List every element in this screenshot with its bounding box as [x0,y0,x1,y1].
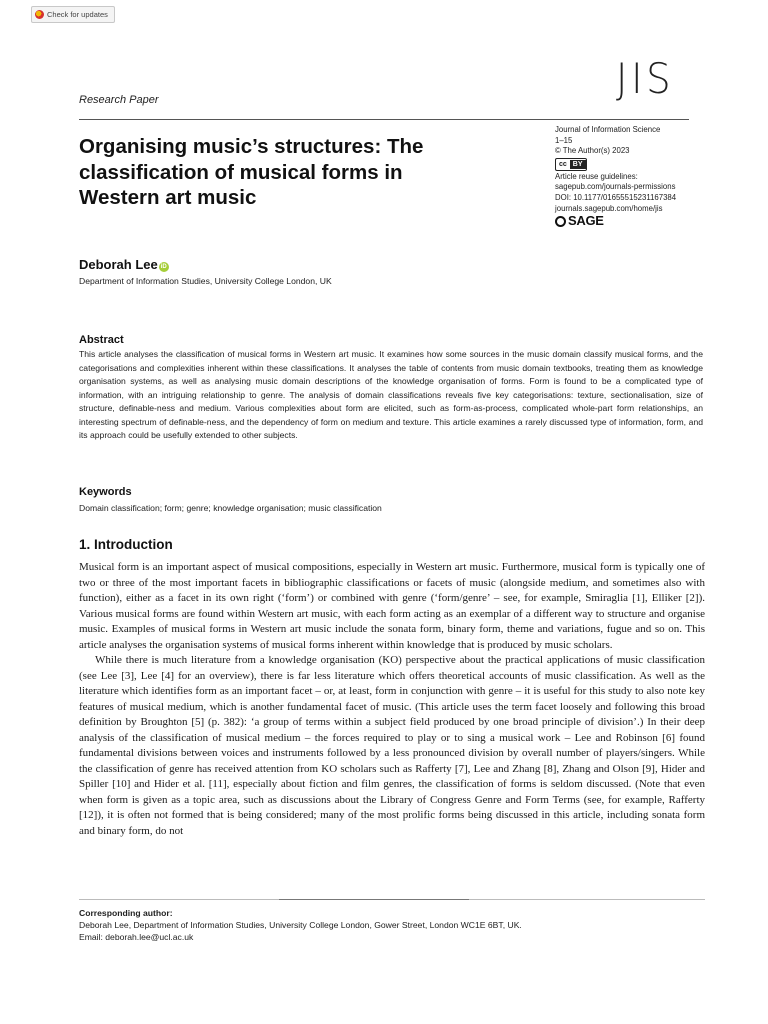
cc-by-license-icon[interactable] [555,158,587,171]
footnote-label: Corresponding author: [79,908,173,918]
copyright: © The Author(s) 2023 [555,146,630,156]
journal-logo: JIS [616,54,675,103]
cc-label: cc [559,160,567,168]
author-name-text[interactable]: Deborah Lee [79,257,158,272]
keywords-text: Domain classification; form; genre; knowledge organisation; music classification [79,503,382,513]
paragraph: Musical form is an important aspect of musical compositions, especially in Western art music. Furthermore, musical form is typically one of two or three of the most important facets in bibliographic classifications or facets of music (alongside medium, and sometimes also with function), either as a facet in its own right (‘form’) or combined with genre (‘form/genre’ – see, for example, Smiraglia [1], Elliker [2]). Various musical forms are found within Western art music, with each form acting as an exemplar of a different way to structure and organise music. Examples of musical forms in Western art music include the sonata form, binary form, theme and variations, fugue and so on. This article analyses the organisation systems of musical forms inherent within knowledge that is produced by music scholars. [79,561,705,651]
article-type: Research Paper [79,94,159,106]
sage-logo [555,213,715,229]
journal-name: Journal of Information Science [555,125,661,134]
publisher-name: SAGE [568,213,604,229]
corresponding-author-footnote [79,908,522,943]
crossmark-icon [35,10,44,19]
author-affiliation: Department of Information Studies, University College London, UK [79,276,332,286]
orcid-icon[interactable]: iD [160,264,167,270]
introduction-body [79,560,705,839]
author-name [79,257,169,272]
reuse-link[interactable]: sagepub.com/journals-permissions [555,182,676,192]
footnote-address: Deborah Lee, Department of Information Studies, University College London, Gower Street, London WC1E 6BT, UK. [79,919,522,930]
article-title: Organising music’s structures: The classification of musical forms in Western art music [79,135,424,209]
abstract-text: This article analyses the classification of musical forms in Western art music. It examines how some sources in the music domain classify musical forms, and the categorisations and complexities inherent within these classifications. It analyses the table of contents from music domain textbooks, treating them as knowledge organisation systems, as well as analysing music domain descriptions of the knowledge organisation of forms. Form is found to be a complicated type of information, with an intriguing relationship to genre. The analysis of domain classifications reveals five key categorisations: texture, sectionalisation, size of structure, definable-ness and medium. Various complexities about form are elicited, such as form-as-process, complicated whole-part form relationships, an interesting spectrum of definable-ness, and the dependency of form on medium and texture. This article examines a rarely discussed type of information, form, and its approach could be usefully extended to other subjects. [79,349,703,440]
keywords-heading: Keywords [79,486,132,498]
footnote-divider [79,899,705,900]
journal-link[interactable]: journals.sagepub.com/home/jis [555,203,663,213]
by-label: BY [570,160,586,169]
introduction-heading: 1. Introduction [79,537,173,552]
paragraph: While there is much literature from a knowledge organisation (KO) perspective about the practical applications of music classification (see Lee [3], Lee [4] for an overview), there is far less literature which offers theoretical accounts of music classification. As well as the literature which identifies form as an important facet – or, at least, form in conjunction with genre – it is useful for this study to also note key features of musical medium, which is another fundamental facet of music. (This article uses the term facet loosely and following this broad definition by Broughton [5] (p. 382): ‘a group of terms within a subject field produced by one broad principle of division’.) In their deep analysis of the classification of musical medium – the forces required to play or to sing a musical work – Lee and Robinson [6] found fundamental divisions between voices and instruments followed by a less pronounced division by overall number of players/singers. While the classification of genre has received attention from KO scholars such as Rafferty [7], Lee and Zhang [8], Zhang and Olson [9], Hider and Spiller [10] and Hider et al. [11], especially about fiction and film genres, the classification of forms is seldom discussed. (Note that even when form is given as a topic area, such as discussions about the Library of Congress Genre and Form Terms (see, for example, Rafferty [12]), it is often not formed that is being considered; many of the most prolific forms being discussed in this article, including sonata form and binary form, do not [79,654,705,837]
page-range: 1–15 [555,135,573,145]
footnote-email[interactable]: Email: deborah.lee@ucl.ac.uk [79,931,194,942]
reuse-label: Article reuse guidelines: [555,171,638,181]
check-for-updates-label: Check for updates [47,10,108,19]
sage-mark-icon [555,216,566,227]
article-metadata [555,125,715,227]
header-divider [79,119,689,120]
check-for-updates-badge[interactable] [31,6,115,23]
abstract-heading: Abstract [79,334,124,346]
doi[interactable]: DOI: 10.1177/01655515231167384 [555,192,677,202]
